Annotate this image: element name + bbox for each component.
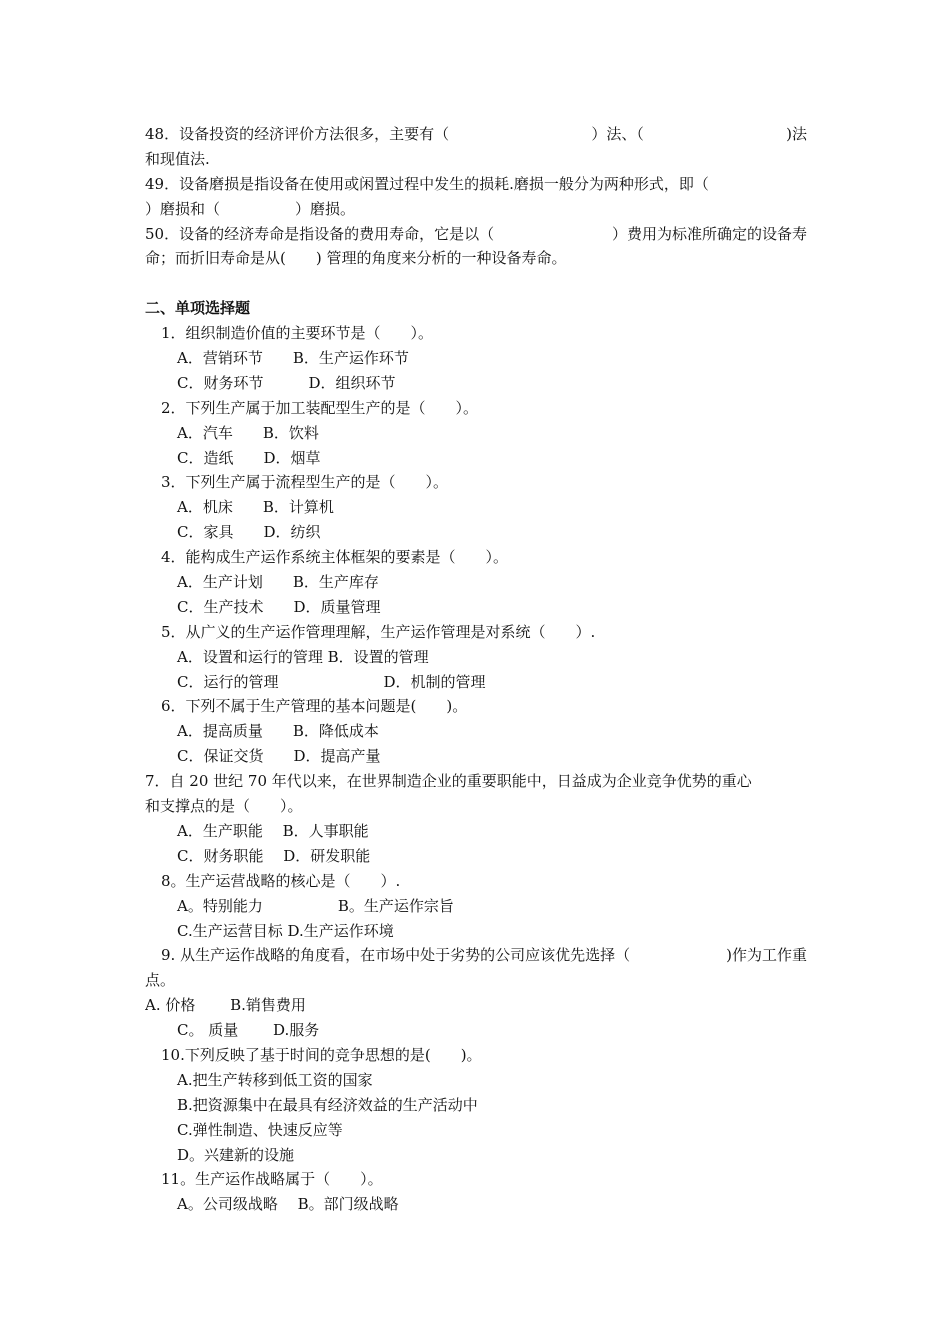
question-10-option-b: B.把资源集中在最具有经济效益的生产活动中 (177, 1095, 478, 1114)
question-11: 11。生产运作战略属于（ ）。 (161, 1170, 383, 1189)
question-7-options-cd: C．财务职能 D．研发职能 (177, 846, 371, 865)
question-3-options-ab: A．机床 B．计算机 (177, 498, 334, 517)
question-2: 2．下列生产属于加工装配型生产的是（ ）。 (161, 398, 479, 417)
fill-in-48-line1: 48．设备投资的经济评价方法很多，主要有（ ）法、（ )法 (145, 125, 807, 143)
section-title: 二、单项选择题 (145, 299, 251, 318)
question-4: 4．能构成生产运作系统主体框架的要素是（ ）。 (161, 548, 509, 567)
question-11-options-ab: A。公司级战略 B。部门级战略 (177, 1195, 399, 1214)
question-7-line2: 和支撑点的是（ ）。 (145, 797, 303, 816)
question-10-option-a: A.把生产转移到低工资的国家 (177, 1070, 373, 1089)
spacer (145, 271, 807, 296)
fill-in-50-line1: 50．设备的经济寿命是指设备的费用寿命，它是以（ ）费用为标准所确定的设备寿 (145, 224, 807, 243)
document-page (145, 122, 807, 1217)
question-2-options-ab: A．汽车 B．饮料 (177, 423, 319, 442)
question-9-options-ab: A. 价格 B.销售费用 (145, 996, 306, 1015)
fill-in-48-line2: 和现值法. (145, 149, 210, 168)
question-8-options-cd: C.生产运营目标 D.生产运作环境 (177, 921, 394, 940)
fill-in-49-line2: ）磨损和（ ）磨损。 (145, 199, 356, 218)
question-1-options-cd: C．财务环节 D．组织环节 (177, 373, 396, 392)
question-10: 10.下列反映了基于时间的竞争思想的是( )。 (161, 1045, 482, 1064)
question-7-line1: 7．自 20 世纪 70 年代以来，在世界制造企业的重要职能中，日益成为企业竞争优势的重心 (145, 772, 752, 791)
question-1-options-ab: A．营销环节 B．生产运作环节 (177, 349, 409, 368)
question-4-options-cd: C．生产技术 D．质量管理 (177, 597, 381, 616)
question-10-option-d: D。兴建新的设施 (177, 1145, 295, 1164)
question-5: 5．从广义的生产运作管理理解，生产运作管理是对系统（ ）. (161, 622, 596, 641)
question-2-options-cd: C．造纸 D．烟草 (177, 448, 321, 467)
question-8: 8。生产运营战略的核心是（ ）. (161, 871, 401, 890)
question-5-options-ab: A．设置和运行的管理 B．设置的管理 (177, 647, 429, 666)
fill-in-49-line1: 49．设备磨损是指设备在使用或闲置过程中发生的损耗.磨损一般分为两种形式，即（ (145, 174, 709, 193)
question-3: 3．下列生产属于流程型生产的是（ ）。 (161, 473, 449, 492)
question-9-line1: 9. 从生产运作战略的角度看，在市场中处于劣势的公司应该优先选择（ )作为工作重 (161, 946, 807, 965)
question-6-options-ab: A．提高质量 B．降低成本 (177, 722, 379, 741)
question-5-options-cd: C．运行的管理 D．机制的管理 (177, 672, 486, 691)
question-9-line2: 点。 (145, 971, 176, 990)
question-3-options-cd: C．家具 D．纺织 (177, 523, 321, 542)
question-1: 1．组织制造价值的主要环节是（ ）。 (161, 324, 434, 343)
question-6: 6．下列不属于生产管理的基本问题是( )。 (161, 697, 468, 716)
fill-in-50-line2: 命；而折旧寿命是从( ) 管理的角度来分析的一种设备寿命。 (145, 249, 567, 268)
question-4-options-ab: A．生产计划 B．生产库存 (177, 573, 379, 592)
question-9-options-cd: C。 质量 D.服务 (177, 1021, 320, 1040)
question-8-options-ab: A。特别能力 B。生产运作宗旨 (177, 896, 454, 915)
question-10-option-c: C.弹性制造、快速反应等 (177, 1120, 343, 1139)
question-6-options-cd: C．保证交货 D．提高产量 (177, 747, 381, 766)
question-7-options-ab: A．生产职能 B．人事职能 (177, 821, 369, 840)
